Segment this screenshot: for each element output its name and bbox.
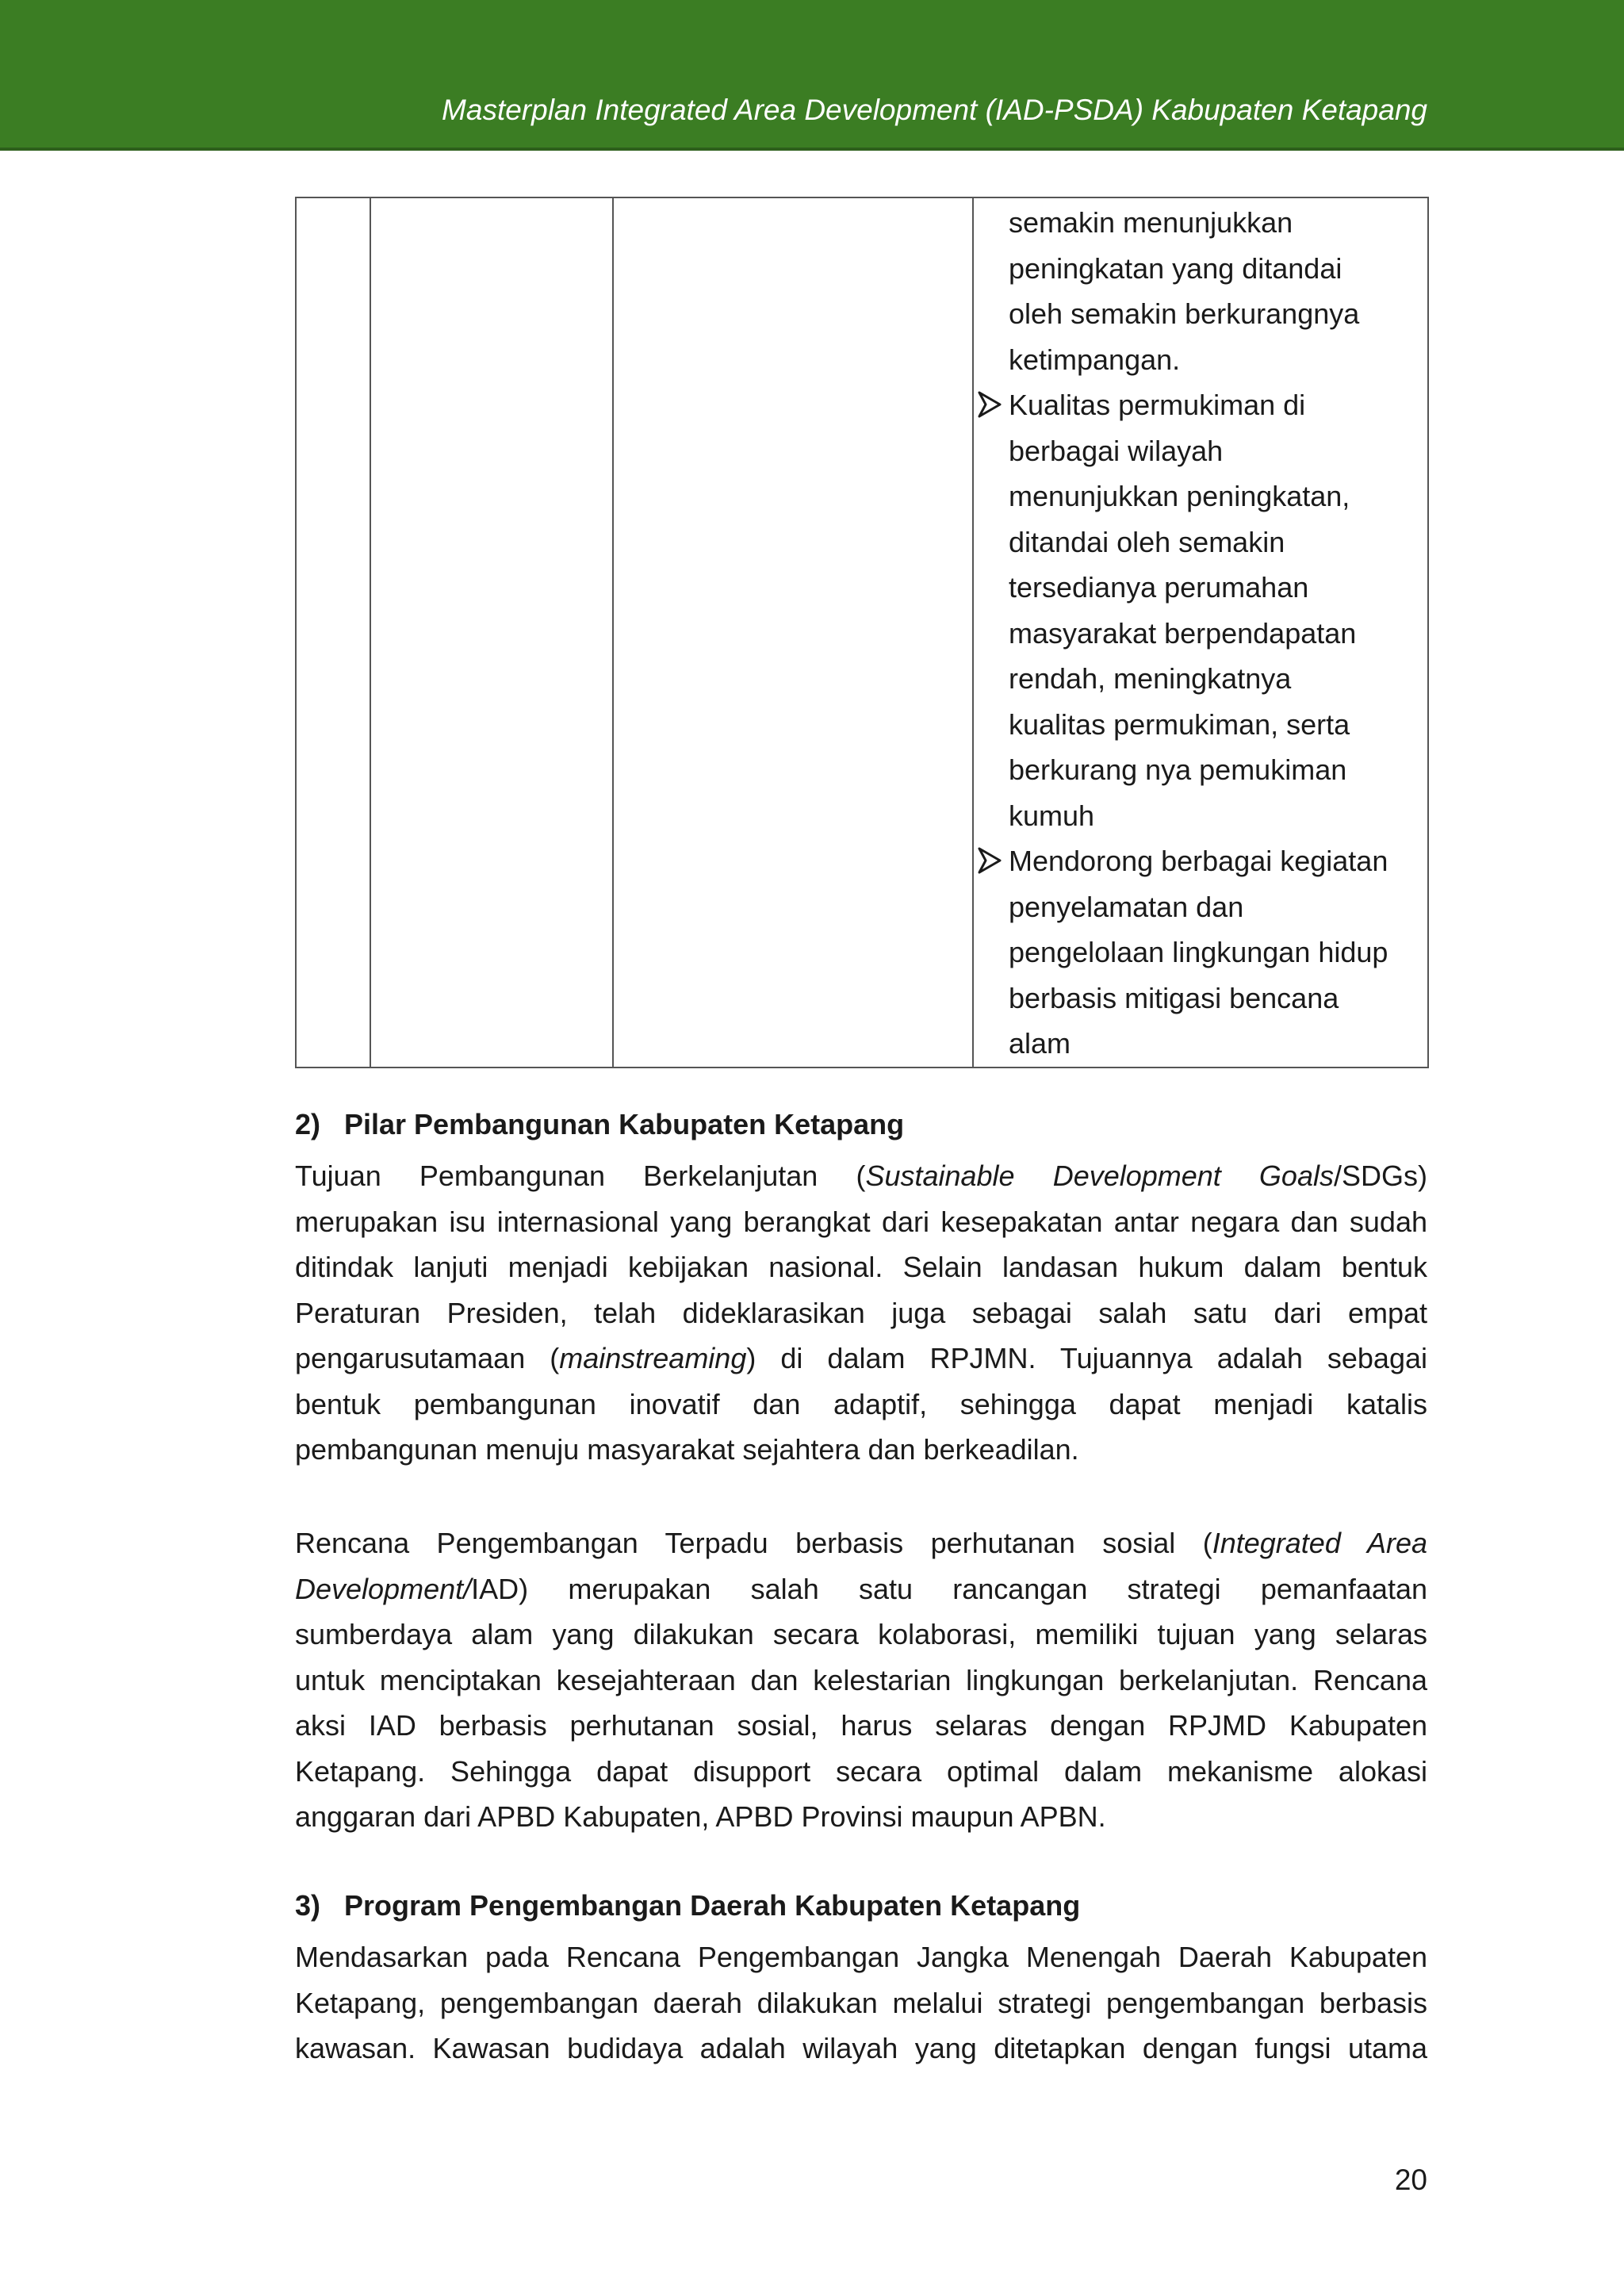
paragraph-line: Mendasarkan pada Rencana Pengembangan Jangka Menengah Daerah Kabupaten: [295, 1941, 1427, 1973]
paragraph: [295, 1520, 1427, 1840]
table-text-line: oleh semakin berkurangnya: [1009, 297, 1360, 330]
paragraph-line: untuk menciptakan kesejahteraan dan kelestarian lingkungan berkelanjutan. Rencana: [295, 1663, 1427, 1696]
bullet-text-line: berbasis mitigasi bencana: [1009, 981, 1339, 1014]
section-number: 3): [295, 1889, 321, 1922]
bullet-text-line: penyelamatan dan: [1009, 890, 1244, 923]
arrow-bullet-icon: [977, 846, 1002, 875]
bullet-item: [974, 838, 1427, 1067]
bullet-text-line: Mendorong berbagai kegiatan: [1009, 845, 1388, 877]
bullet-text-line: masyarakat berpendapatan: [1009, 616, 1357, 650]
table-text-line: semakin menunjukkan: [1009, 206, 1293, 239]
page-number: 20: [1394, 2164, 1427, 2196]
paragraph-line: bentuk pembangunan inovatif dan adaptif, sehingga dapat menjadi katalis: [295, 1387, 1427, 1420]
section-heading: [295, 1889, 1080, 1922]
section-number: 2): [295, 1108, 321, 1140]
section-title: Pilar Pembangunan Kabupaten Ketapang: [344, 1108, 905, 1140]
paragraph-line: pembangunan menuju masyarakat sejahtera dan berkeadilan.: [295, 1433, 1079, 1466]
bullet-text-line: pengelolaan lingkungan hidup: [1009, 936, 1388, 968]
paragraph: [295, 1153, 1427, 1473]
paragraph-line: Tujuan Pembangunan Berkelanjutan (Sustainable Development Goals/SDGs): [295, 1159, 1427, 1192]
bullet-text-line: berkurang nya pemukiman: [1009, 753, 1347, 786]
paragraph-line: kawasan. Kawasan budidaya adalah wilayah yang ditetapkan dengan fungsi utama: [295, 2032, 1427, 2064]
paragraph-line: Development/IAD) merupakan salah satu rancangan strategi pemanfaatan: [295, 1572, 1427, 1605]
arrow-bullet-icon: [977, 390, 1002, 419]
bullet-text-line: berbagai wilayah: [1009, 434, 1224, 467]
paragraph-line: merupakan isu internasional yang berangkat dari kesepakatan antar negara dan sudah: [295, 1205, 1427, 1238]
table-text-line: peningkatan yang ditandai: [1009, 251, 1342, 285]
bullet-item: [974, 382, 1427, 838]
section-heading: [295, 1108, 904, 1141]
paragraph-line: Peraturan Presiden, telah dideklarasikan juga sebagai salah satu dari empat: [295, 1296, 1427, 1329]
paragraph-line: sumberdaya alam yang dilakukan secara kolaborasi, memiliki tujuan yang selaras: [295, 1618, 1427, 1650]
bullet-text-line: alam: [1009, 1027, 1071, 1060]
bullet-text-line: kualitas permukiman, serta: [1009, 707, 1350, 741]
bullet-text-line: rendah, meningkatnya: [1009, 662, 1292, 695]
table-cell-target: [613, 197, 973, 1068]
paragraph-line: aksi IAD berbasis perhutanan sosial, harus selaras dengan RPJMD Kabupaten: [295, 1709, 1427, 1742]
table-cell-number: [296, 197, 370, 1068]
bullet-text-line: menunjukkan peningkatan,: [1009, 480, 1350, 512]
table-text-line: ketimpangan.: [1009, 343, 1181, 376]
bullet-text-line: kumuh: [1009, 799, 1095, 832]
paragraph: [295, 1934, 1427, 2072]
paragraph-line: ditindak lanjuti menjadi kebijakan nasional. Selain landasan hukum dalam bentuk: [295, 1251, 1427, 1283]
paragraph-line: anggaran dari APBD Kabupaten, APBD Provinsi maupun APBN.: [295, 1800, 1106, 1833]
header-band: [0, 0, 1624, 151]
bullet-text-line: ditandai oleh semakin: [1009, 525, 1285, 558]
paragraph-line: Ketapang, pengembangan daerah dilakukan melalui strategi pengembangan berbasis: [295, 1986, 1427, 2019]
paragraph-line: pengarusutamaan (mainstreaming) di dalam RPJMN. Tujuannya adalah sebagai: [295, 1342, 1427, 1374]
section-title: Program Pengembangan Daerah Kabupaten Ketapang: [344, 1889, 1081, 1922]
document-title: Masterplan Integrated Area Development (IAD-PSDA) Kabupaten Ketapang: [442, 94, 1427, 126]
bullet-text-line: Kualitas permukiman di: [1009, 389, 1306, 421]
table-cell-strategy: [973, 197, 1428, 1068]
paragraph-line: Ketapang. Sehingga dapat disupport secara optimal dalam mekanisme alokasi: [295, 1754, 1427, 1788]
continuation-table: [295, 197, 1429, 1068]
bullet-text-line: tersedianya perumahan: [1009, 571, 1309, 604]
paragraph-line: Rencana Pengembangan Terpadu berbasis perhutanan sosial (Integrated Area: [295, 1527, 1427, 1559]
table-cell-aspect: [370, 197, 613, 1068]
